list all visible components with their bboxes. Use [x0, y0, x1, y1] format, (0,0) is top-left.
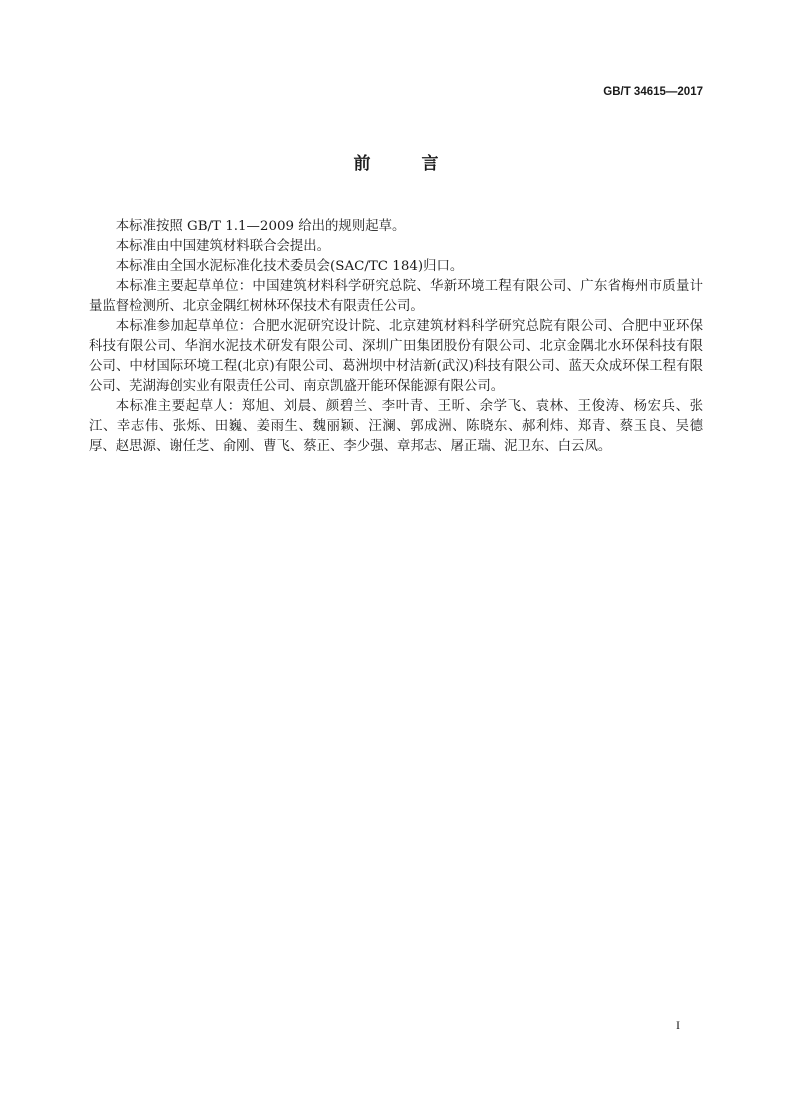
- paragraph-participating-units: 本标准参加起草单位：合肥水泥研究设计院、北京建筑材料科学研究总院有限公司、合肥中亚环保科技有限公司、华润水泥技术研发有限公司、深圳广田集团股份有限公司、北京金隅北水环保科技有限公司、中材国际环境工程(北京)有限公司、葛洲坝中材洁新(武汉)科技有限公司、蓝天众成环保工程有限公司、芜湖海创实业有限责任公司、南京凯盛开能环保能源有限公司。: [89, 319, 703, 394]
- page-title: 前 言: [353, 154, 456, 174]
- preface-body: [89, 217, 703, 457]
- paragraph-main-drafting-units: 本标准主要起草单位：中国建筑材料科学研究总院、华新环境工程有限公司、广东省梅州市质量计量监督检测所、北京金隅红树林环保技术有限责任公司。: [89, 279, 703, 314]
- paragraph-drafting-rules: 本标准按照 GB/T 1.1—2009 给出的规则起草。: [115, 219, 406, 234]
- page-number: I: [676, 1018, 680, 1032]
- paragraph-proposer: 本标准由中国建筑材料联合会提出。: [115, 239, 331, 254]
- standard-code-header: GB/T 34615—2017: [603, 86, 703, 98]
- paragraph-technical-committee: 本标准由全国水泥标准化技术委员会(SAC/TC 184)归口。: [115, 259, 464, 274]
- paragraph-main-drafters: 本标准主要起草人：郑旭、刘晨、颜碧兰、李叶青、王昕、余学飞、袁林、王俊涛、杨宏兵、张江、幸志伟、张烁、田巍、姜雨生、魏丽颖、汪澜、郭成洲、陈晓东、郝利炜、郑青、蔡玉良、吴德厚、赵思源、谢任芝、俞刚、曹飞、蔡正、李少强、章邦志、屠正瑞、泥卫东、白云凤。: [89, 399, 703, 454]
